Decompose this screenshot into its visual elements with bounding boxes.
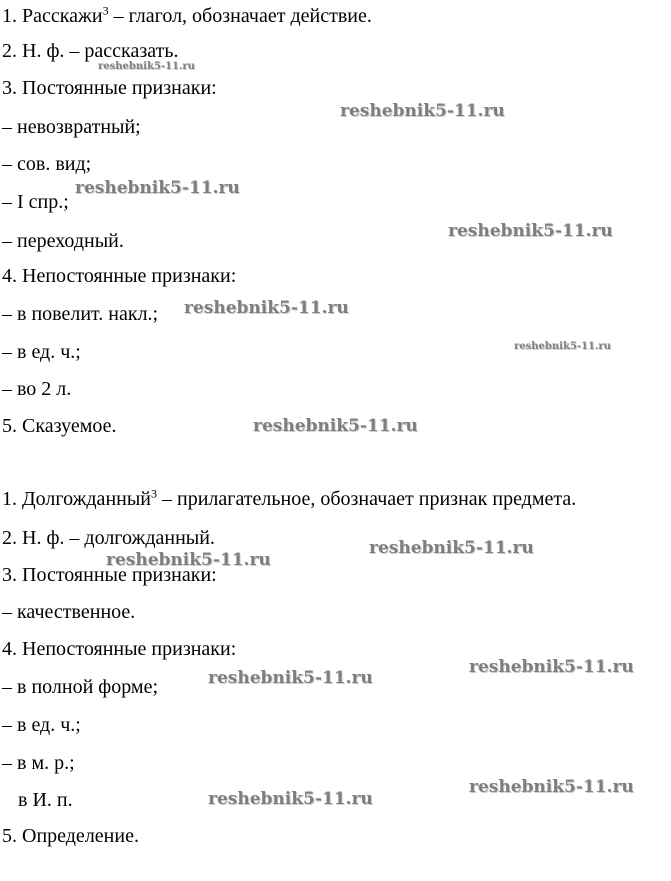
watermark: reshebnik5-11.ru [208, 668, 373, 688]
block2-line-6: – в полной форме; [2, 676, 159, 698]
watermark: reshebnik5-11.ru [98, 61, 195, 72]
block2-line-1: 1. Долгожданный$^3$ – прилагательное, обозначает признак предмета. [2, 486, 577, 510]
block2-line-5: 4. Непостоянные признаки: [2, 638, 237, 660]
block1-line-8: 4. Непостоянные признаки: [2, 265, 237, 287]
block1-line-4: – невозвратный; [2, 116, 141, 138]
block1-line-10: – в ед. ч.; [2, 341, 81, 363]
block1-line-11: – во 2 л. [2, 378, 72, 400]
watermark: reshebnik5-11.ru [448, 221, 613, 241]
block1-line-2: 2. Н. ф. – рассказать. [2, 40, 179, 62]
watermark: reshebnik5-11.ru [469, 657, 634, 677]
block2-line-9: в И. п. [18, 789, 73, 811]
watermark: reshebnik5-11.ru [340, 101, 505, 121]
block1-line-5: – сов. вид; [2, 153, 92, 175]
block2-line-3: 3. Постоянные признаки: [2, 564, 217, 586]
footnote-marker: 3 [150, 486, 157, 501]
block2-line-4: – качественное. [2, 601, 136, 623]
block2-line-10: 5. Определение. [2, 825, 139, 847]
watermark: reshebnik5-11.ru [184, 298, 349, 318]
watermark: reshebnik5-11.ru [514, 341, 611, 352]
watermark: reshebnik5-11.ru [208, 789, 373, 809]
watermark: reshebnik5-11.ru [369, 538, 534, 558]
block1-line-7: – переходный. [2, 230, 124, 252]
block1-line-6: – I спр.; [2, 191, 69, 213]
block2-line-7: – в ед. ч.; [2, 714, 81, 736]
block2-line-2: 2. Н. ф. – долгожданный. [2, 527, 215, 549]
block1-line-9: – в повелит. накл.; [2, 303, 159, 325]
block1-line-3: 3. Постоянные признаки: [2, 77, 217, 99]
block1-line-1: 1. Расскажи$^3$ – глагол, обозначает действие. [2, 3, 372, 27]
block2-line-8: – в м. р.; [2, 752, 75, 774]
watermark: reshebnik5-11.ru [75, 178, 240, 198]
watermark: reshebnik5-11.ru [106, 550, 271, 570]
footnote-marker: 3 [102, 3, 109, 18]
watermark: reshebnik5-11.ru [253, 416, 418, 436]
block1-line-12: 5. Сказуемое. [2, 415, 117, 437]
watermark: reshebnik5-11.ru [469, 777, 634, 797]
